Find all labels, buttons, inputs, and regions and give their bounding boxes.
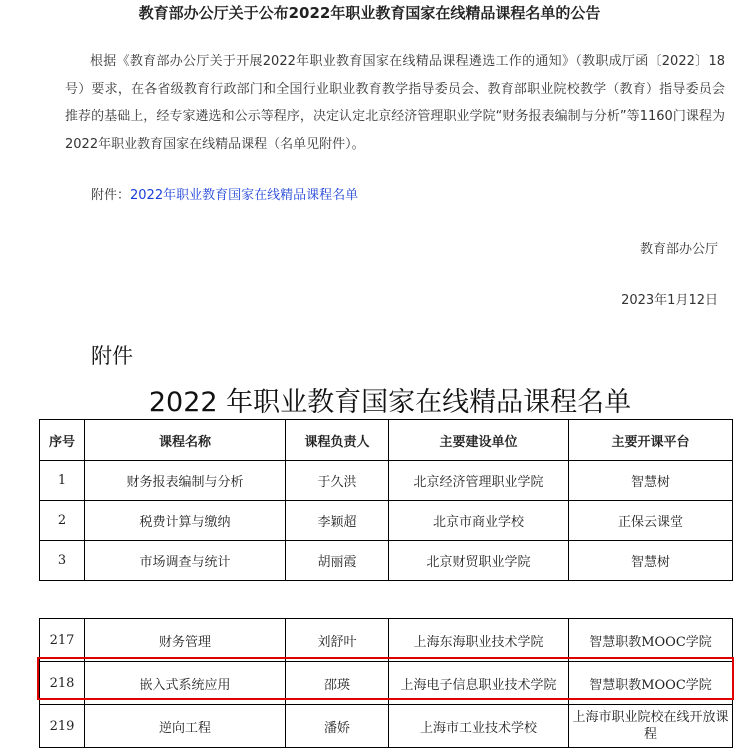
cell-lead: 于久洪 [286,461,389,501]
signer: 教育部办公厅 [639,242,718,257]
table-row [40,619,733,662]
cell-platform: 智慧树 [569,461,733,501]
header-lead: 课程负责人 [286,420,389,461]
attachment-heading: 附件 [91,344,133,368]
table-row [40,461,733,501]
cell-lead: 潘娇 [286,705,389,748]
course-table-bottom [39,618,733,748]
table-header-row [40,420,733,461]
attachment-label: 附件： [91,188,131,203]
cell-course: 嵌入式系统应用 [85,662,286,705]
cell-course: 市场调查与统计 [85,541,286,581]
cell-unit: 北京市商业学校 [389,501,569,541]
cell-platform: 智慧职教MOOC学院 [569,619,733,662]
course-table-top [39,419,733,581]
cell-unit: 北京经济管理职业学院 [389,461,569,501]
table-row [40,705,733,748]
cell-unit: 北京财贸职业学院 [389,541,569,581]
cell-index: 1 [40,461,85,501]
attachment-link[interactable]: 2022年职业教育国家在线精品课程名单 [130,188,359,203]
cell-unit: 上海东海职业技术学院 [389,619,569,662]
cell-lead: 李颖超 [286,501,389,541]
cell-platform: 正保云课堂 [569,501,733,541]
cell-index: 219 [40,705,85,748]
cell-lead: 邵瑛 [286,662,389,705]
cell-course: 财务管理 [85,619,286,662]
cell-unit: 上海市工业技术学校 [389,705,569,748]
cell-course: 逆向工程 [85,705,286,748]
cell-index: 217 [40,619,85,662]
header-platform: 主要开课平台 [569,420,733,461]
cell-index: 3 [40,541,85,581]
cell-index: 2 [40,501,85,541]
cell-index: 218 [40,662,85,705]
table-row [40,541,733,581]
cell-platform: 智慧职教MOOC学院 [569,662,733,705]
header-unit: 主要建设单位 [389,420,569,461]
header-course: 课程名称 [85,420,286,461]
table-row [40,501,733,541]
table-row-highlighted [40,662,733,705]
cell-lead: 胡丽霞 [286,541,389,581]
attachment-line [91,184,358,203]
cell-platform: 智慧树 [569,541,733,581]
header-index: 序号 [40,420,85,461]
list-title: 2022 年职业教育国家在线精品课程名单 [148,387,632,418]
cell-unit: 上海电子信息职业技术学院 [389,662,569,705]
cell-course: 财务报表编制与分析 [85,461,286,501]
cell-lead: 刘舒叶 [286,619,389,662]
issue-date: 2023年1月12日 [621,293,718,308]
notice-body: 根据《教育部办公厅关于开展2022年职业教育国家在线精品课程遴选工作的通知》（教职成厅函〔2022〕18号）要求，在各省级教育行政部门和全国行业职业教育教学指导委员会、教育部职业院校教学（教育）指导委员会推荐的基础上，经专家遴选和公示等程序，决定认定北京经济管理职业学院“财务报表编制与分析”等1160门课程为2022年职业教育国家在线精品课程（名单见附件）。 [65,54,725,152]
notice-title: 教育部办公厅关于公布2022年职业教育国家在线精品课程名单的公告 [138,4,601,22]
cell-platform: 上海市职业院校在线开放课程 [569,705,733,748]
cell-course: 税费计算与缴纳 [85,501,286,541]
